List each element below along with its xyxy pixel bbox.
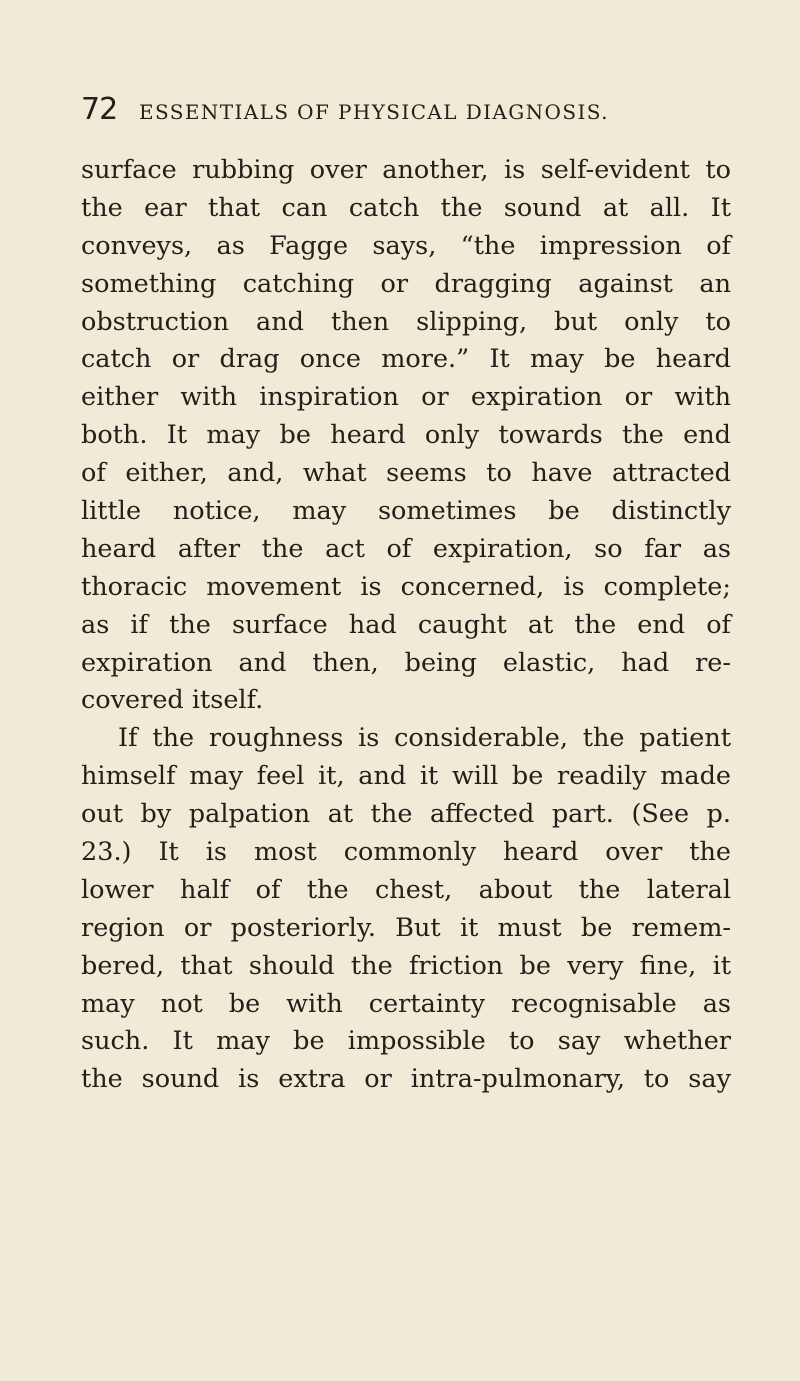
text-line: thoracic movement is concerned, is complete; xyxy=(81,571,731,602)
text-line: himself may feel it, and it will be readily made xyxy=(81,761,731,792)
page-header xyxy=(81,90,731,130)
text-line: 23.) It is most commonly heard over the xyxy=(81,837,731,868)
page-number: 72 xyxy=(81,92,118,127)
text-line: conveys, as Fagge says, “the impression of xyxy=(81,230,731,261)
body-text xyxy=(81,152,731,1099)
running-head: ESSENTIALS OF PHYSICAL DIAGNOSIS. xyxy=(139,100,609,124)
text-line: such. It may be impossible to say whether xyxy=(81,1026,731,1057)
text-line: the sound is extra or intra-pulmonary, to say xyxy=(81,1064,731,1095)
text-line: little notice, may sometimes be distinctly xyxy=(81,496,731,527)
text-line: may not be with certainty recognisable as xyxy=(81,988,731,1019)
text-line: of either, and, what seems to have attracted xyxy=(81,458,731,489)
text-line: expiration and then, being elastic, had re- xyxy=(81,647,731,678)
text-line: lower half of the chest, about the lateral xyxy=(81,874,731,905)
text-line: obstruction and then slipping, but only to xyxy=(81,306,731,337)
paragraph-end-line: covered itself. xyxy=(81,685,264,716)
paragraph-start-line: If the roughness is considerable, the patient xyxy=(118,723,731,754)
text-line: surface rubbing over another, is self-evident to xyxy=(81,155,731,185)
text-line: something catching or dragging against an xyxy=(81,268,731,299)
text-line: region or posteriorly. But it must be remem- xyxy=(81,912,731,943)
text-line: heard after the act of expiration, so far as xyxy=(81,533,731,564)
text-line: out by palpation at the affected part. (See p. xyxy=(81,799,731,830)
text-line: both. It may be heard only towards the end xyxy=(81,420,731,451)
text-line: catch or drag once more.” It may be heard xyxy=(81,344,731,375)
text-line: bered, that should the friction be very fine, it xyxy=(81,950,731,981)
text-line: either with inspiration or expiration or with xyxy=(81,382,731,413)
text-line: the ear that can catch the sound at all. It xyxy=(81,192,731,223)
text-line: as if the surface had caught at the end of xyxy=(81,609,731,640)
